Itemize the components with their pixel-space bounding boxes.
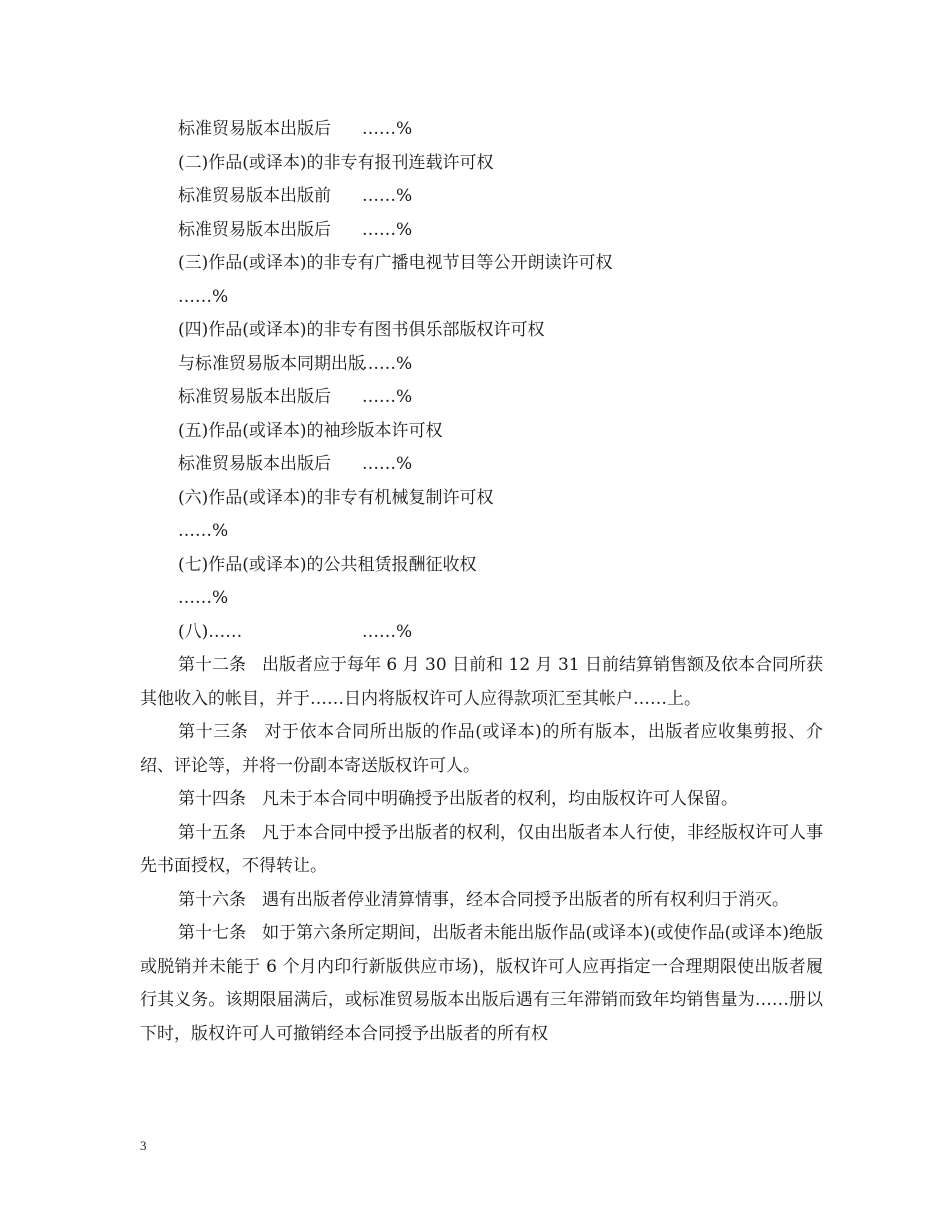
line-rate: ……% — [362, 454, 413, 474]
article-text: 遇有出版者停业清算情事，经本合同授予出版者的所有权利归于消灭。 — [262, 889, 789, 910]
article-number: 第十二条 — [178, 655, 247, 675]
article-text: 凡未于本合同中明确授予出版者的权利，均由版权许可人保留。 — [262, 789, 738, 809]
article-text: 出版者应于每年 6 月 30 日前和 12 月 31 日前结算销售额及依本合同所获其他收入的帐目，并于……日内将版权许可人应得款项汇至其帐户……上。 — [140, 655, 823, 709]
list-line — [140, 415, 823, 449]
line-label: 与标准贸易版本同期出版 — [178, 353, 365, 374]
article-text: 如于第六条所定期间，出版者未能出版作品(或译本)(或使作品(或译本)绝版或脱销并未能于 6 个月内印行新版供应市场)，版权许可人应再指定一合理期限使出版者履行其义务。该期限届满后，或标准贸易版本出版后遇有三年滞销而致年均销售量为……册以下时，版权许可人可撤销经本合同授予出版者的所有权 — [140, 923, 823, 1044]
document-body — [140, 113, 823, 1051]
page-number: 3 — [140, 1138, 147, 1153]
line-label: (八)…… — [178, 621, 243, 642]
list-line — [140, 113, 823, 147]
line-rate: ……% — [362, 353, 413, 374]
line-label: 标准贸易版本出版后 — [178, 119, 331, 139]
article-number: 第十五条 — [178, 822, 246, 843]
article-paragraph — [140, 716, 823, 783]
line-text: (七)作品(或译本)的公共租赁报酬征收权 — [178, 554, 477, 575]
list-line — [140, 281, 823, 315]
line-text: ……% — [178, 521, 229, 541]
article-text: 凡于本合同中授予出版者的权利，仅由出版者本人行使，非经版权许可人事先书面授权，不得转让。 — [140, 822, 823, 876]
list-line — [140, 180, 823, 214]
article-number: 第十四条 — [178, 789, 246, 809]
list-line — [140, 482, 823, 516]
line-text: ……% — [178, 286, 229, 307]
article-paragraph — [140, 817, 823, 884]
article-text: 对于依本合同所出版的作品(或译本)的所有版本，出版者应收集剪报、介绍、评论等，并将一份副本寄送版权许可人。 — [140, 722, 824, 776]
list-line — [140, 214, 823, 248]
list-line — [140, 314, 823, 348]
article-number: 第十六条 — [178, 889, 246, 910]
line-rate: ……% — [362, 219, 413, 240]
list-line — [140, 582, 823, 616]
list-line — [140, 616, 823, 650]
article-paragraph — [140, 884, 823, 918]
line-text: (五)作品(或译本)的袖珍版本许可权 — [178, 420, 443, 441]
line-text: (三)作品(或译本)的非专有广播电视节目等公开朗读许可权 — [178, 253, 613, 273]
list-line — [140, 549, 823, 583]
line-rate: ……% — [362, 119, 413, 139]
line-rate: ……% — [362, 621, 413, 642]
line-label: 标准贸易版本出版后 — [178, 454, 331, 474]
list-line — [140, 515, 823, 549]
list-line — [140, 448, 823, 482]
article-paragraph — [140, 917, 823, 1051]
license-list — [140, 113, 823, 649]
article-paragraph — [140, 783, 823, 817]
line-text: (六)作品(或译本)的非专有机械复制许可权 — [178, 487, 494, 508]
article-list — [140, 649, 823, 1051]
list-line — [140, 381, 823, 415]
line-text: ……% — [178, 588, 229, 608]
list-line — [140, 247, 823, 281]
line-text: (二)作品(或译本)的非专有报刊连载许可权 — [178, 152, 494, 173]
list-line — [140, 348, 823, 382]
line-rate: ……% — [362, 186, 413, 206]
list-line — [140, 147, 823, 181]
line-rate: ……% — [362, 387, 413, 407]
line-label: 标准贸易版本出版后 — [178, 387, 331, 407]
line-label: 标准贸易版本出版前 — [178, 186, 331, 206]
article-paragraph — [140, 649, 823, 716]
article-number: 第十七条 — [178, 923, 247, 943]
line-label: 标准贸易版本出版后 — [178, 219, 331, 240]
article-number: 第十三条 — [178, 722, 249, 742]
line-text: (四)作品(或译本)的非专有图书俱乐部版权许可权 — [178, 320, 545, 340]
